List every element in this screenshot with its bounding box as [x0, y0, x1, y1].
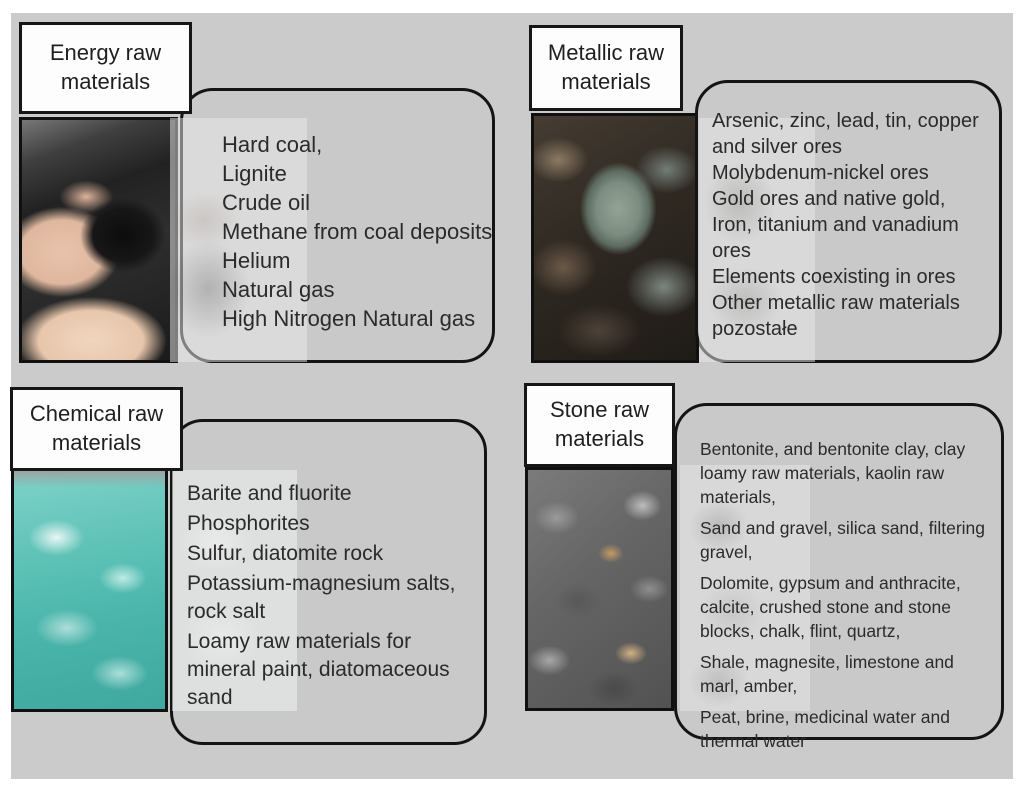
- category-label-stone-text: Stone raw materials: [549, 397, 650, 451]
- crushed-stone-photo: [525, 467, 674, 711]
- energy-items-list: [183, 91, 502, 333]
- material-item: Hard coal,: [222, 132, 323, 157]
- metallic-items-list: [698, 83, 1002, 342]
- material-item: Sulfur, diatomite rock: [187, 542, 384, 565]
- material-item: Barite and fluorite: [187, 482, 352, 505]
- material-item: Loamy raw materials for mineral paint, diatomaceous sand: [187, 630, 450, 709]
- teal-glass-photo: [11, 468, 168, 712]
- energy-items-box: [180, 88, 495, 363]
- material-item: Bentonite, and bentonite clay, clay loamy raw materials, kaolin raw materials,: [700, 439, 966, 507]
- category-label-energy: [19, 22, 192, 114]
- material-item: Other metallic raw materials pozostałe: [712, 292, 960, 340]
- category-label-chemical-text: Chemical raw materials: [29, 401, 164, 455]
- material-item: Natural gas: [222, 277, 335, 302]
- material-item: Molybdenum-nickel ores: [712, 162, 929, 184]
- metallic-items-box: [695, 80, 1002, 363]
- material-item: Arsenic, zinc, lead, tin, copper and silver ores: [712, 110, 979, 158]
- material-item: Potassium-magnesium salts, rock salt: [187, 572, 456, 623]
- material-item: Shale, magnesite, limestone and marl, amber,: [700, 652, 954, 696]
- material-item: Crude oil: [222, 190, 311, 215]
- chemical-items-list: [173, 422, 467, 712]
- stone-items-list: [677, 406, 996, 753]
- material-item: Iron, titanium and vanadium ores: [712, 214, 959, 262]
- chemical-items-box: [170, 419, 487, 745]
- material-item: Lignite: [222, 161, 287, 186]
- metallic-ore-photo: [531, 113, 699, 363]
- category-label-metallic-text: Metallic raw materials: [547, 40, 665, 94]
- material-item: Phosphorites: [187, 512, 310, 535]
- category-label-stone: [524, 383, 675, 467]
- material-item: Helium: [222, 248, 291, 273]
- material-item: Gold ores and native gold,: [712, 188, 946, 210]
- material-item: Methane from coal deposits: [222, 219, 493, 244]
- stone-items-box: [674, 403, 1004, 751]
- category-label-chemical: [10, 387, 183, 471]
- category-label-metallic: [529, 25, 683, 111]
- material-item: High Nitrogen Natural gas: [222, 306, 476, 331]
- material-item: Elements coexisting in ores: [712, 266, 956, 288]
- category-label-energy-text: Energy raw materials: [49, 40, 162, 94]
- material-item: Sand and gravel, silica sand, filtering gravel,: [700, 518, 986, 562]
- material-item: Dolomite, gypsum and anthracite, calcite, crushed stone and stone blocks, chalk, flint, quartz,: [700, 573, 961, 641]
- material-item: Peat, brine, medicinal water and thermal water: [700, 707, 950, 751]
- coal-in-hand-photo: [19, 117, 178, 363]
